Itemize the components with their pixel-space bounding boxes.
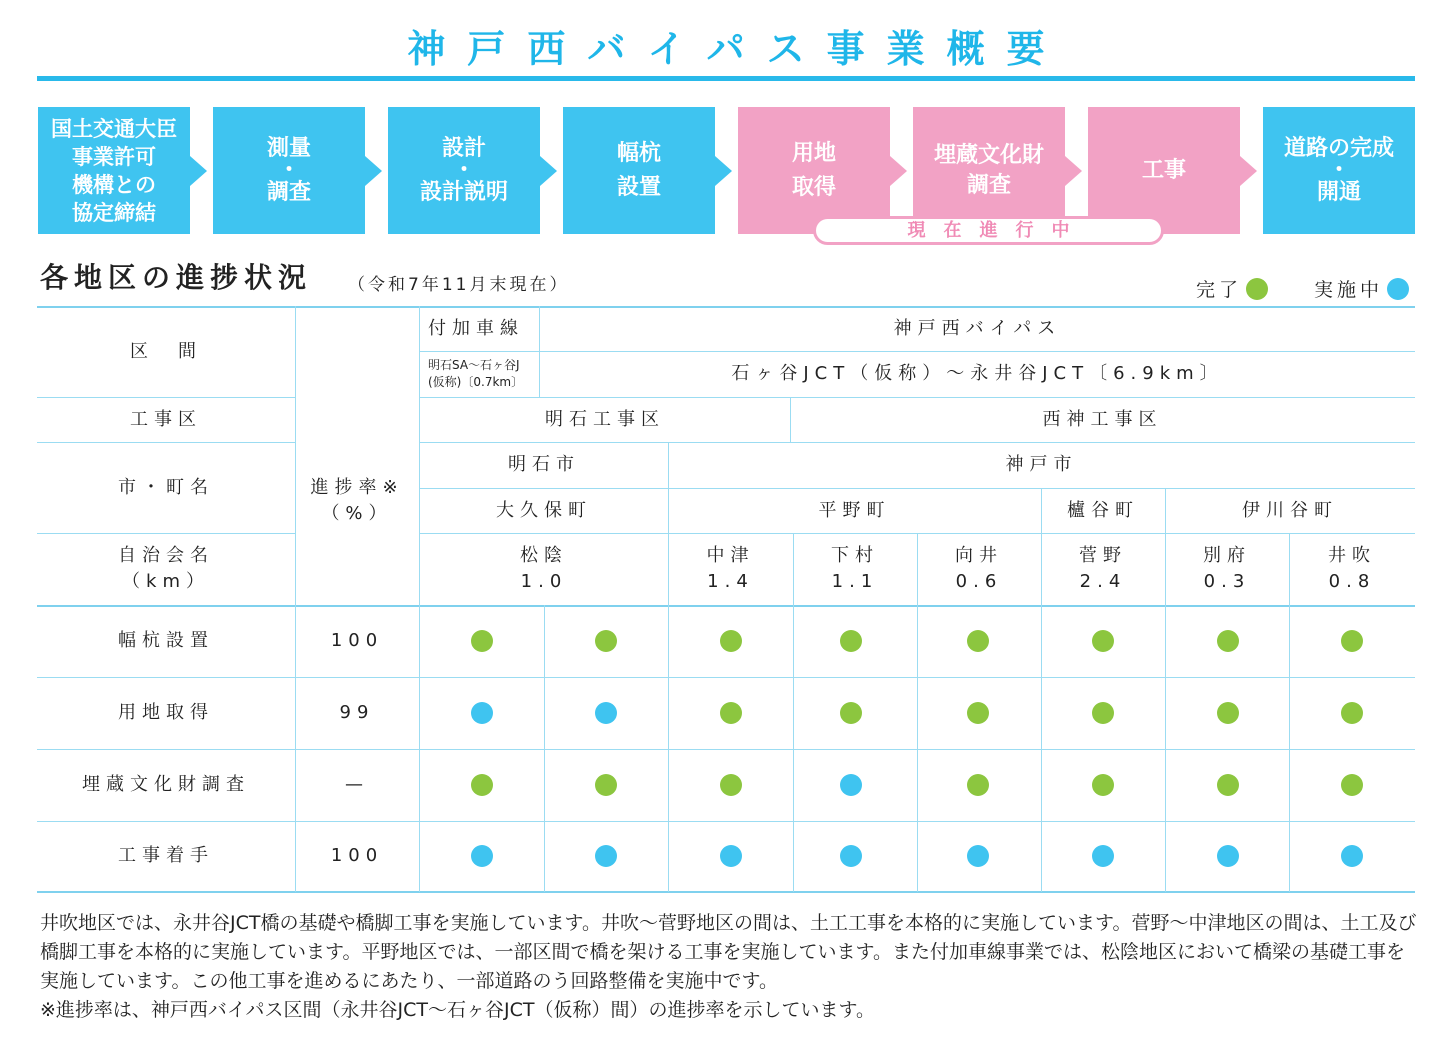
status-done-dot	[595, 774, 617, 796]
status-in-progress-dot	[471, 702, 493, 724]
flow-arrow	[890, 156, 907, 186]
status-in-progress-dot	[471, 845, 493, 867]
header-town-oshibedani: 櫨谷町	[1067, 499, 1139, 521]
status-done-dot	[1092, 702, 1114, 724]
status-done-dot	[720, 702, 742, 724]
header-area-nishikobe: 西神工事区	[1042, 408, 1163, 430]
header-additional-lane: 付加車線	[428, 317, 524, 339]
status-done-dot	[1341, 630, 1363, 652]
status-done-dot	[1217, 774, 1239, 796]
association-cell: 菅野 2.4	[1079, 545, 1127, 592]
flow-arrow	[1065, 156, 1082, 186]
status-done-dot	[840, 630, 862, 652]
status-done-dot	[967, 630, 989, 652]
legend-in-progress	[1314, 275, 1409, 302]
status-in-progress-dot	[595, 702, 617, 724]
flow-step-construction	[1088, 107, 1240, 234]
header-bypass-range: 石ヶ谷JCT（仮称）〜永井谷JCT〔6.9km〕	[731, 363, 1224, 384]
status-done-dot	[967, 774, 989, 796]
flow-step-label: 測量 ・ 調査	[266, 135, 311, 205]
flow-step-label: 幅杭 設置	[616, 140, 661, 200]
status-done-dot	[1341, 702, 1363, 724]
row-label-association: 自治会名 （km）	[118, 545, 214, 592]
status-done-dot	[471, 630, 493, 652]
legend-in-progress-label: 実施中	[1314, 279, 1384, 301]
status-done-dot	[471, 774, 493, 796]
status-done-dot	[595, 630, 617, 652]
association-cell: 松陰 1.0	[520, 545, 568, 592]
flow-step-label: 用地 取得	[791, 140, 836, 200]
flow-step-land	[738, 107, 890, 234]
association-cell: 向井 0.6	[955, 545, 1003, 592]
grid-line	[544, 605, 545, 892]
row-label-construction-area: 工事区	[130, 408, 202, 430]
row-label: 幅杭設置	[118, 630, 214, 651]
association-cell: 下村 1.1	[831, 545, 879, 592]
status-done-dot	[1092, 630, 1114, 652]
notes-footnote: ※進捗率は、神戸西バイパス区間（永井谷JCT〜石ヶ谷JCT（仮称）間）の進捗率を示しています。	[40, 999, 875, 1021]
row-label-city-town: 市・町名	[118, 476, 214, 498]
flow-arrow	[1240, 156, 1257, 186]
flow-step-design	[388, 107, 540, 234]
flow-step-survey	[213, 107, 365, 234]
status-in-progress-dot	[967, 845, 989, 867]
header-area-akashi: 明石工事区	[545, 408, 665, 430]
status-title: 各地区の進捗状況	[40, 261, 313, 294]
status-in-progress-dot	[1217, 845, 1239, 867]
header-town-okubo: 大久保町	[496, 499, 592, 521]
flow-step-label: 道路の完成 ・ 開通	[1283, 135, 1394, 205]
flow-step-label: 工事	[1141, 157, 1186, 183]
row-label: 埋蔵文化財調査	[82, 774, 250, 795]
status-as-of: （令和7年11月末現在）	[348, 275, 570, 295]
table-bottom-rule	[37, 891, 1415, 893]
row-label: 用地取得	[118, 702, 214, 723]
status-done-dot	[840, 702, 862, 724]
status-in-progress-dot	[1092, 845, 1114, 867]
status-in-progress-dot	[840, 845, 862, 867]
header-city-kobe: 神戸市	[1005, 454, 1078, 475]
notes	[40, 909, 1420, 1025]
association-cell: 別府 0.3	[1203, 545, 1251, 592]
status-in-progress-dot	[1341, 845, 1363, 867]
status-in-progress-dot	[840, 774, 862, 796]
flow-step-cultural	[913, 107, 1065, 234]
status-done-dot	[1217, 630, 1239, 652]
notes-paragraph: 井吹地区では、永井谷JCT橋の基礎や橋脚工事を実施しています。井吹〜菅野地区の間は、土工工事を本格的に実施しています。菅野〜中津地区の間は、土工及び橋脚工事を本格的に実施しています。平野地区では、一部区間で橋を架ける工事を実施しています。また付加車線事業では、松陰地区において橋梁の基礎工事を実施しています。この他工事を進めるにあたり、一部道路のう回路整備を実施中です。	[40, 912, 1417, 992]
status-done-dot	[1217, 702, 1239, 724]
header-additional-lane-range: 明石SA〜石ヶ谷J (仮称)〔0.7km〕	[428, 358, 524, 389]
status-in-progress-dot	[595, 845, 617, 867]
row-label: 工事着手	[118, 845, 214, 866]
association-cell: 中津 1.4	[706, 545, 755, 592]
flow-step-opening	[1263, 107, 1415, 234]
progress-value: 100	[330, 630, 384, 651]
status-done-dot	[1341, 774, 1363, 796]
legend-done	[1196, 275, 1268, 302]
status-in-progress-dot	[720, 845, 742, 867]
flow-step-label: 埋蔵文化財 調査	[933, 142, 1044, 198]
row-label-section: 区 間	[130, 340, 202, 362]
flow-arrow	[540, 156, 557, 186]
flow-arrow	[715, 156, 732, 186]
flow-step-approval	[38, 107, 190, 234]
green-dot-icon	[1246, 278, 1268, 300]
association-cell: 井吹 0.8	[1328, 545, 1376, 592]
header-town-ikawadani: 伊川谷町	[1242, 499, 1338, 521]
title-underline	[37, 76, 1415, 81]
flow-arrow	[190, 156, 207, 186]
progress-value: 99	[339, 702, 375, 723]
header-bypass: 神戸西バイパス	[893, 317, 1062, 339]
page-title: 神戸西バイパス事業概要	[407, 27, 1067, 71]
status-done-dot	[720, 630, 742, 652]
legend-done-label: 完了	[1196, 279, 1243, 301]
blue-dot-icon	[1387, 278, 1409, 300]
progress-header: 進捗率※ （%）	[310, 477, 404, 524]
header-town-hirano: 平野町	[818, 499, 891, 521]
header-city-akashi: 明石市	[508, 454, 580, 475]
flow-arrow	[365, 156, 382, 186]
status-done-dot	[720, 774, 742, 796]
flow-step-stake	[563, 107, 715, 234]
current-stage-badge: 現在進行中	[813, 216, 1164, 245]
flow-step-label: 国土交通大臣 事業許可 機構との 協定締結	[51, 116, 177, 225]
progress-value: 100	[330, 845, 384, 866]
status-done-dot	[967, 702, 989, 724]
status-done-dot	[1092, 774, 1114, 796]
progress-value: —	[345, 774, 369, 795]
flow-step-label: 設計 ・ 設計説明	[419, 135, 508, 205]
